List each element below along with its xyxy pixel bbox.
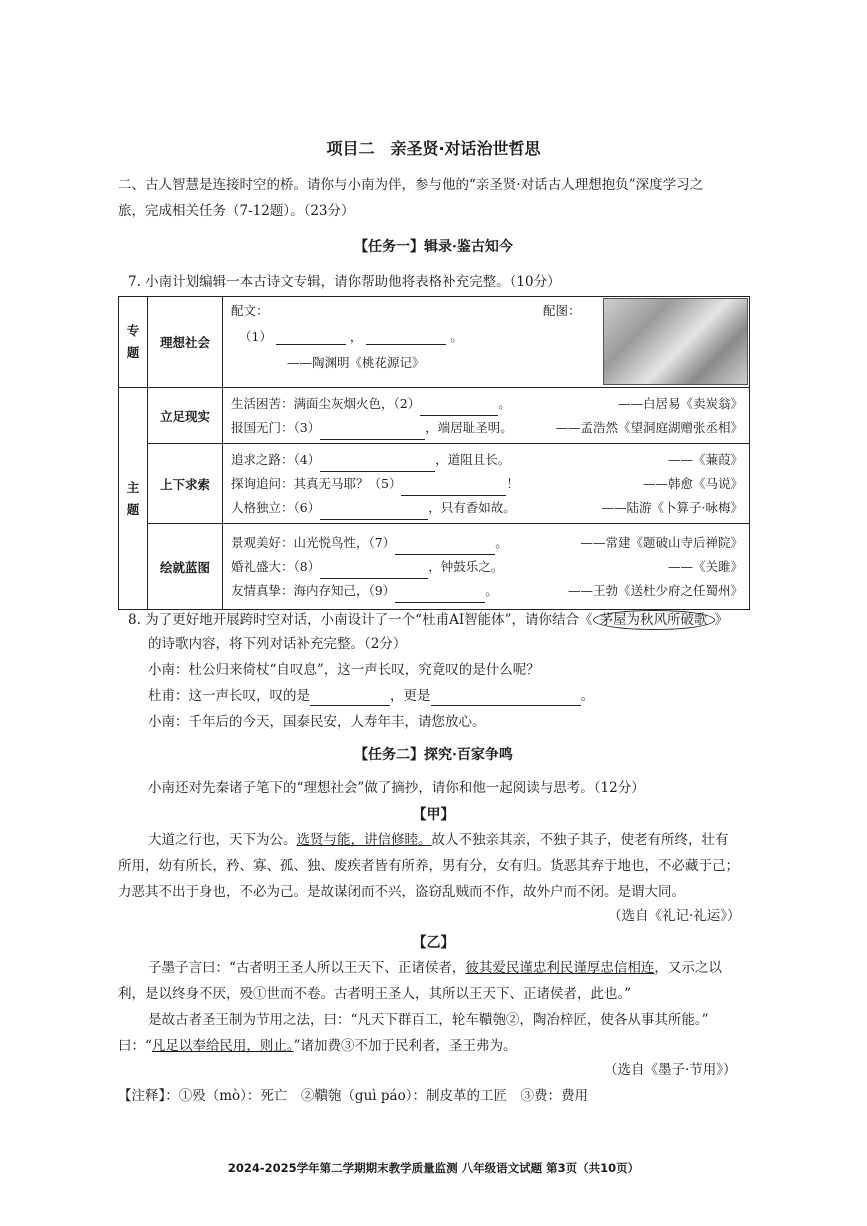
- intro-line-2: 旅，完成相关任务（7-12题）。（23分）: [118, 203, 355, 219]
- task2-heading: 【任务二】探究·百家争鸣: [354, 747, 513, 763]
- task2-intro: 小南还对先秦诸子笔下的“理想社会”做了摘抄，请你和他一起阅读与思考。（12分）: [148, 780, 645, 796]
- jia-line-2: 所用，幼有所长，矜、寡、孤、独、废疾者皆有所养，男有分，女有归。货恶其弃于地也，不必藏于己；: [118, 858, 739, 874]
- yi-line-4: 曰：“凡足以奉给民用，则止。”诸加费③不加于民利者，圣王弗为。: [118, 1038, 517, 1054]
- label-yi: 【乙】: [412, 935, 455, 951]
- cell-blueprint: [223, 524, 750, 610]
- label-jia: 【甲】: [412, 807, 455, 823]
- blank-q8-b[interactable]: [431, 692, 581, 706]
- topic-ideal-society: 理想社会: [148, 297, 223, 388]
- blank-1[interactable]: [276, 331, 346, 345]
- section-title: 项目二 亲圣贤·对话治世哲思: [326, 139, 541, 158]
- dialogue-2: 杜甫：这一声长叹，叹的是 ，更是 。: [148, 688, 594, 704]
- page-footer: 2024-2025学年第二学期期末教学质量监测 八年级语文试题 第3页（共10页）: [227, 1161, 640, 1175]
- question-7: 7. 小南计划编辑一本古诗文专辑，请你帮助他将表格补充完整。（10分）: [128, 274, 561, 290]
- intro-line-1: 二、古人智慧是连接时空的桥。请你与小南为伴，参与他的“亲圣贤·对话古人理想抱负”深度学习之: [118, 177, 704, 193]
- cell-realism: [223, 388, 750, 444]
- question-8-line-1: 8. 为了更好地开展跨时空对话，小南设计了一个“杜甫AI智能体”，请你结合《 茅屋为秋风所破歌 》: [128, 612, 729, 628]
- illustration-image: [603, 298, 748, 385]
- blank-q8-a[interactable]: [310, 692, 390, 706]
- col-zhuanti: 专 题: [119, 297, 148, 388]
- jia-line-1: 大道之行也，天下为公。选贤与能，讲信修睦。故人不独亲其亲，不独子其子，使老有所终，壮有: [148, 832, 729, 848]
- circled-poem-title: 茅屋为秋风所破歌: [593, 610, 715, 630]
- notes: 【注释】：①殁（mò）：死亡 ②鞼匏（guì páo）：制皮革的工匠 ③费：费用: [118, 1088, 588, 1104]
- col-zhuti: 主 题: [119, 388, 148, 610]
- line-8: 婚礼盛大：（8） ，钟鼓乐之。 ——《关雎》: [223, 555, 749, 579]
- dialogue-3: 小南：千年后的今天，国泰民安，人寿年丰，请您放心。: [148, 714, 486, 730]
- dialogue-1: 小南：杜公归来倚杖“自叹息”，这一声长叹，究竟叹的是什么呢？: [148, 662, 540, 678]
- cell-pursuit: [223, 444, 750, 524]
- yi-line-3: 是故古者圣王制为节用之法，曰：“凡天下群百工，轮车鞼匏②，陶冶梓匠，使各从事其所能。”: [148, 1012, 709, 1028]
- yi-line-2: 利，是以终身不厌，殁①世而不卷。古者明王圣人，其所以王天下、正诸侯者，此也。”: [118, 986, 632, 1002]
- jia-line-3: 力恶其不出于身也，不必为己。是故谋闭而不兴，盗窃乱贼而不作，故外户而不闭。是谓大同。: [118, 884, 685, 900]
- line-5: 探询追问：其真无马耶？（5） ！ ——韩愈《马说》: [223, 472, 749, 496]
- line-7: 景观美好：山光悦鸟性，（7） 。 ——常建《题破山寺后禅院》: [223, 531, 749, 555]
- jia-source: （选自《礼记·礼运》）: [608, 908, 741, 924]
- line-4: 追求之路：（4） ，道阻且长。 ——《蒹葭》: [223, 448, 749, 472]
- topic-realism: 立足现实: [148, 388, 223, 444]
- blank-1b[interactable]: [366, 331, 446, 345]
- line-2: 生活困苦：满面尘灰烟火色，（2） 。 ——白居易《卖炭翁》: [223, 392, 749, 416]
- topic-pursuit: 上下求索: [148, 444, 223, 524]
- question-8-line-2: 的诗歌内容，将下列对话补充完整。（2分）: [148, 636, 407, 652]
- yi-source: （选自《墨子·节用》）: [604, 1062, 737, 1078]
- line-6: 人格独立：（6） ，只有香如故。 ——陆游《卜算子·咏梅》: [223, 496, 749, 520]
- topic-blueprint: 绘就蓝图: [148, 524, 223, 610]
- line-9: 友情真挚：海内存知己，（9） 。 ——王勃《送杜少府之任蜀州》: [223, 579, 749, 603]
- yi-line-1: 子墨子言曰：“古者明王圣人所以王天下、正诸侯者，彼其爱民谨忠利民谨厚忠信相连，又示之以: [148, 960, 722, 976]
- task1-heading: 【任务一】辑录·鉴古知今: [354, 239, 513, 255]
- line-3: 报国无门：（3） ，端居耻圣明。 ——孟浩然《望洞庭湖赠张丞相》: [223, 416, 749, 440]
- cell-ideal-society: 配文： 配图： （1） ， 。 ——陶渊明《桃花源记》: [223, 297, 750, 388]
